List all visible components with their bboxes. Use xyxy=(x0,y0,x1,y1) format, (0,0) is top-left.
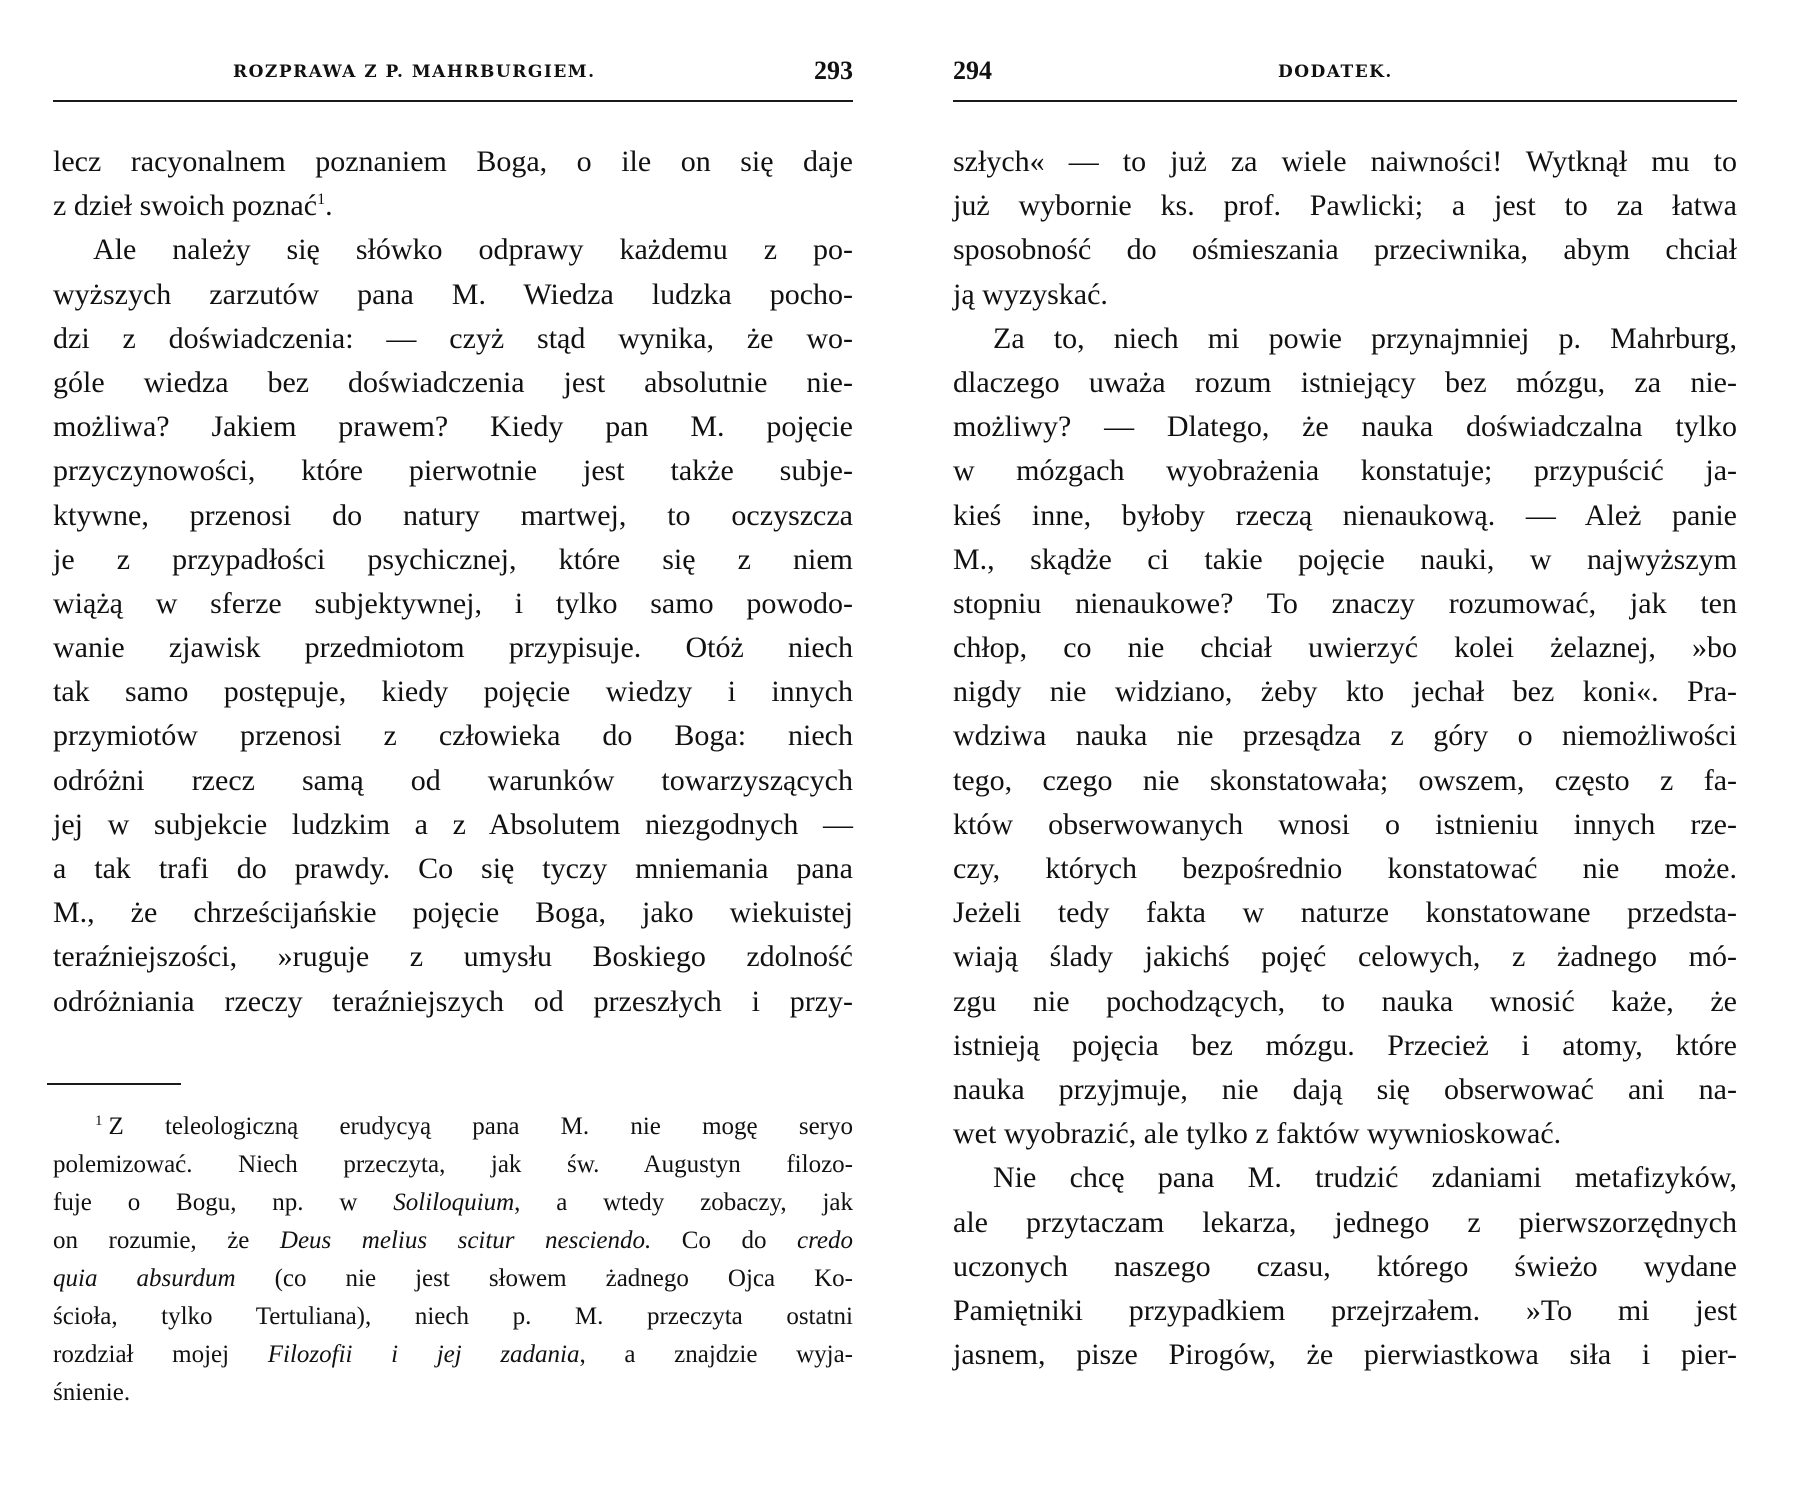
text-line: wiążą w sferze subjektywnej, i tylko samo powodo- xyxy=(53,586,853,620)
text-line: tak samo postępuje, kiedy pojęcie wiedzy i innych xyxy=(53,675,853,709)
text-line: ale przytaczam lekarza, jednego z pierwszorzędnych xyxy=(953,1205,1737,1239)
right-page xyxy=(953,0,1737,1500)
text-line: chłop, co nie chciał uwierzyć kolei żelaznej, »bo xyxy=(953,631,1737,665)
text-line: dlaczego uważa rozum istniejący bez mózgu, za nie- xyxy=(953,365,1737,399)
text-line: lecz racyonalnem poznaniem Boga, o ile on się daje xyxy=(53,145,853,178)
text-line: Ale należy się słówko odprawy każdemu z po- xyxy=(93,233,853,267)
italic-phrase: Soliloquium xyxy=(393,1189,515,1216)
text-line: ją wyzyskać. xyxy=(953,277,1108,311)
footnote-line: fuje o Bogu, np. w Soliloquium, a wtedy zobaczy, jak xyxy=(53,1189,853,1216)
text-line: góle wiedza bez doświadczenia jest absolutnie nie- xyxy=(53,365,853,399)
footnote-line: ścioła, tylko Tertuliana), niech p. M. przeczyta ostatni xyxy=(53,1303,853,1330)
text-line: w mózgach wyobrażenia konstatuje; przypuścić ja- xyxy=(953,454,1737,488)
text-line: dzi z doświadczenia: — czyż stąd wynika, że wo- xyxy=(53,321,853,355)
running-head xyxy=(53,56,853,92)
text-line: odróżni rzecz samą od warunków towarzyszących xyxy=(53,763,853,797)
header-rule xyxy=(53,100,853,102)
text-line: przymiotów przenosi z człowieka do Boga: niech xyxy=(53,719,853,753)
footnote-line: quia absurdum (co nie jest słowem żadnego Ojca Ko- xyxy=(53,1265,854,1292)
text-line-content: z dzieł swoich poznać xyxy=(53,189,318,223)
footnote-line xyxy=(53,1108,853,1146)
text-line: ktywne, przenosi do natury martwej, to oczyszcza xyxy=(53,498,853,532)
text-line: Pamiętniki przypadkiem przejrzałem. »To mi jest xyxy=(953,1293,1737,1327)
text-line: wdziwa nauka nie przesądza z góry o niemożliwości xyxy=(953,719,1737,753)
text-line: tego, czego nie skonstatowała; owszem, często z fa- xyxy=(953,763,1737,797)
text-line: z dzieł swoich poznać$^1$. xyxy=(53,189,333,223)
footnote-line: on rozumie, że Deus melius scitur nesciendo. Co do credo xyxy=(53,1227,853,1254)
text-line: nigdy nie widziano, żeby kto jechał bez koni«. Pra- xyxy=(953,675,1737,709)
footnote xyxy=(53,1108,853,1412)
text-line: wiają ślady jakichś pojęć celowych, z żadnego mó- xyxy=(953,940,1737,974)
footnote-line: rozdział mojej Filozofii i jej zadania, a znajdzie wyja- xyxy=(53,1341,853,1368)
text-line: kieś inne, byłoby rzeczą nienaukową. — Ależ panie xyxy=(953,498,1737,532)
running-head xyxy=(953,56,1737,92)
text-line: Nie chcę pana M. trudzić zdaniami metafizyków, xyxy=(993,1161,1737,1195)
text-line: któw obserwowanych wnosi o istnieniu innych rze- xyxy=(953,807,1737,841)
text-line: szłych« — to już za wiele naiwności! Wytknął mu to xyxy=(953,145,1737,178)
footnote-separator xyxy=(47,1083,181,1085)
text-line: wet wyobrazić, ale tylko z faktów wywnioskować. xyxy=(953,1117,1562,1151)
text-line: zgu nie pochodzących, to nauka wnosić każe, że xyxy=(953,984,1737,1018)
text-line: je z przypadłości psychicznej, które się z niem xyxy=(53,542,853,576)
text-line: już wybornie ks. prof. Pawlicki; a jest to za łatwa xyxy=(953,189,1737,223)
footnote-line: polemizować. Niech przeczyta, jak św. Augustyn filozo- xyxy=(53,1151,853,1178)
body-text xyxy=(53,140,853,1024)
text-line: Za to, niech mi powie przynajmniej p. Mahrburg, xyxy=(993,321,1737,355)
running-head-title: DODATEK. xyxy=(1278,62,1393,82)
text-line: czy, których bezpośrednio konstatować nie może. xyxy=(953,852,1737,885)
italic-phrase: credo xyxy=(797,1227,853,1254)
text-line: M., skądże ci takie pojęcie nauki, w najwyższym xyxy=(953,542,1737,576)
text-line: wyższych zarzutów pana M. Wiedza ludzka pocho- xyxy=(53,277,853,311)
page-number: 293 xyxy=(814,56,853,85)
footnote-marker: 1 xyxy=(95,1112,103,1129)
left-page xyxy=(53,0,853,1500)
text-line: uczonych naszego czasu, którego świeżo wydane xyxy=(953,1249,1737,1283)
text-line: przyczynowości, które pierwotnie jest także subje- xyxy=(53,454,853,488)
text-line: nauka przyjmuje, nie dają się obserwować ani na- xyxy=(953,1072,1737,1106)
text-line: możliwa? Jakiem prawem? Kiedy pan M. pojęcie xyxy=(53,410,853,444)
text-line: teraźniejszości, »ruguje z umysłu Boskiego zdolność xyxy=(53,940,853,974)
running-head-title: ROZPRAWA Z P. MAHRBURGIEM. xyxy=(233,62,596,82)
page-number: 294 xyxy=(953,56,992,85)
text-line: a tak trafi do prawdy. Co się tyczy mniemania pana xyxy=(53,852,853,885)
footnote-reference[interactable]: 1 xyxy=(317,191,326,209)
text-line: sposobność do ośmieszania przeciwnika, abym chciał xyxy=(953,233,1737,267)
text-line: stopniu nienaukowe? To znaczy rozumować, jak ten xyxy=(953,586,1737,620)
text-line: Jeżeli tedy fakta w naturze konstatowane przedsta- xyxy=(953,896,1737,930)
italic-phrase: Filozofii i jej zadania xyxy=(267,1341,580,1368)
header-rule xyxy=(953,100,1737,102)
text-line: odróżniania rzeczy teraźniejszych od przeszłych i przy- xyxy=(53,984,853,1018)
text-line: istnieją pojęcia bez mózgu. Przecież i atomy, które xyxy=(953,1028,1737,1062)
italic-phrase: quia absurdum xyxy=(53,1265,236,1292)
text-line: wanie zjawisk przedmiotom przypisuje. Otóż niech xyxy=(53,631,853,665)
text-line: M., że chrześcijańskie pojęcie Boga, jako wiekuistej xyxy=(53,896,853,930)
text-line: jej w subjekcie ludzkim a z Absolutem niezgodnych — xyxy=(53,807,853,841)
text-line: jasnem, pisze Pirogów, że pierwiastkowa siła i pier- xyxy=(953,1338,1737,1372)
text-line: możliwy? — Dlatego, że nauka doświadczalna tylko xyxy=(953,410,1737,444)
footnote-line: śnienie. xyxy=(53,1379,131,1406)
italic-phrase: Deus melius scitur nesciendo. xyxy=(279,1227,652,1254)
footnote-line-content: Z teleologiczną erudycyą pana M. nie mogę seryo xyxy=(108,1113,853,1140)
body-text xyxy=(953,140,1737,1377)
